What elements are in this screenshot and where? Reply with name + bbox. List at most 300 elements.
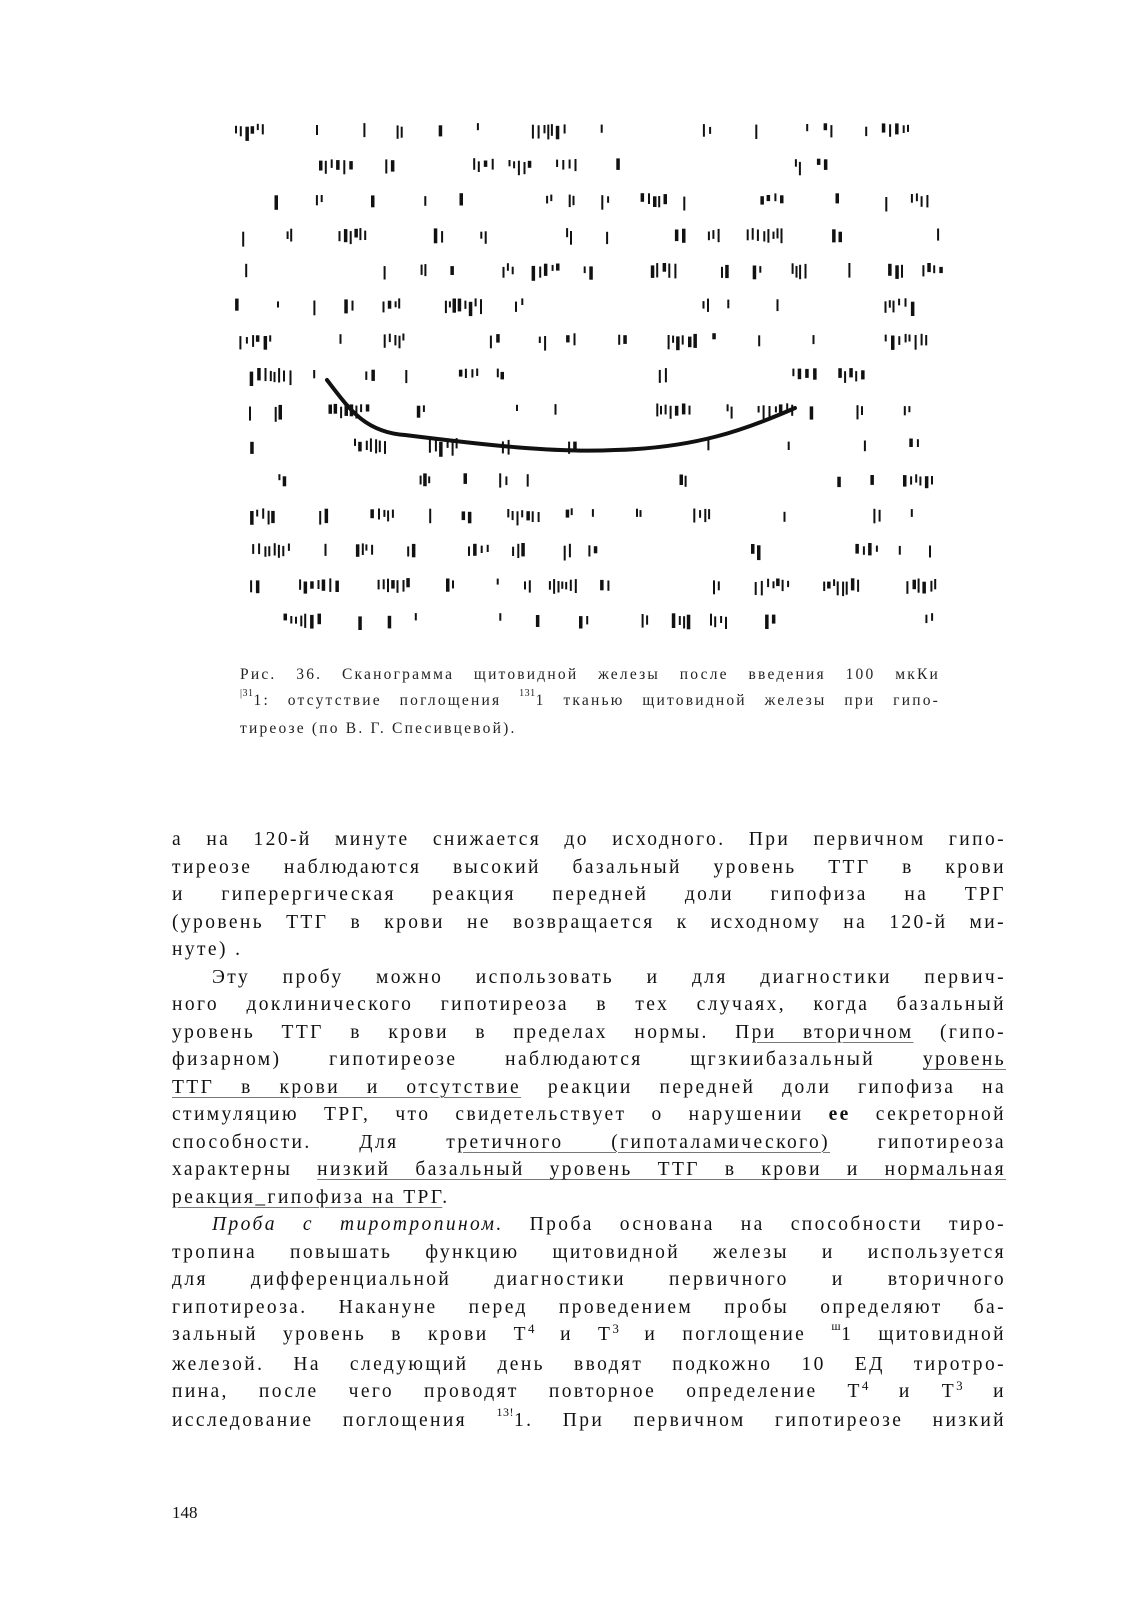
- scan-dash: [245, 127, 249, 141]
- scan-dash: [683, 616, 685, 628]
- scan-dash: [365, 371, 367, 380]
- scan-dash: [703, 301, 705, 309]
- bold-text: ее: [828, 1104, 851, 1125]
- text-line: [172, 1351, 1006, 1379]
- scan-dash: [290, 370, 292, 385]
- scan-dash: [767, 195, 771, 201]
- scan-dash: [911, 509, 913, 517]
- scan-dash: [278, 474, 280, 480]
- scan-dash: [588, 545, 590, 556]
- scan-dash: [642, 614, 644, 628]
- scan-dash: [641, 193, 645, 202]
- scan-dash: [517, 544, 519, 558]
- scan-dash: [399, 336, 401, 349]
- scan-dash: [246, 337, 248, 344]
- scan-dash: [594, 546, 598, 553]
- text-span: (уровень ТТГ в крови не возвращается к исходному на 120-й ми-: [172, 911, 1006, 933]
- scan-dash: [371, 370, 375, 381]
- caption-line: [240, 688, 940, 716]
- scan-dash: [665, 368, 667, 382]
- scan-dash: [549, 581, 551, 590]
- text-line: [172, 964, 1006, 992]
- text-line: [172, 936, 1006, 964]
- scan-dash: [388, 616, 392, 629]
- scan-dash: [473, 544, 477, 556]
- scan-dash: [774, 193, 776, 201]
- text-span: и гиперергическая реакция передней доли гипофиза на ТРГ: [172, 884, 1006, 905]
- scan-dash: [773, 581, 775, 588]
- scan-dash: [889, 300, 891, 308]
- scan-dash: [851, 578, 855, 590]
- scan-dash: [391, 580, 395, 589]
- scan-dash: [806, 124, 808, 131]
- scan-dash: [665, 405, 667, 415]
- scan-dash: [268, 546, 270, 556]
- scan-dash: [325, 509, 329, 523]
- underlined-text: низкий базальный уровень ТТГ в крови и нормальная: [317, 1159, 1006, 1180]
- scan-dash: [842, 582, 844, 597]
- scan-dash: [763, 231, 765, 241]
- scan-dash: [937, 229, 939, 241]
- scan-dash: [755, 582, 757, 595]
- scan-dash: [529, 580, 531, 592]
- scan-dash: [757, 545, 761, 560]
- scan-dash: [824, 123, 828, 130]
- scan-dash: [407, 546, 409, 556]
- scan-dash: [387, 510, 389, 521]
- text-line: [172, 1266, 1006, 1294]
- scan-dash: [693, 334, 697, 348]
- scan-dash: [278, 545, 280, 558]
- scan-dash: [917, 439, 919, 447]
- scan-dash: [364, 231, 366, 240]
- scan-dash: [805, 264, 807, 279]
- scan-dash: [653, 196, 657, 207]
- scan-dash: [517, 511, 519, 525]
- scan-dash: [763, 405, 765, 419]
- scan-dash: [429, 509, 431, 524]
- scan-dash: [708, 232, 710, 241]
- text-line: [172, 1074, 1006, 1102]
- text-span: гипотиреоза: [830, 1131, 1006, 1153]
- scan-dash: [392, 510, 394, 518]
- scan-dash: [318, 580, 320, 589]
- scan-dash: [403, 580, 405, 592]
- text-span: стимуляцию ТРГ, что свидетельствует о нарушении: [172, 1104, 829, 1125]
- scan-dash: [926, 195, 928, 207]
- scan-dash: [757, 230, 759, 241]
- scan-dash: [855, 371, 857, 381]
- scan-dash: [879, 510, 881, 522]
- scan-dash: [899, 546, 901, 555]
- scan-dash: [358, 442, 362, 452]
- scan-dash: [682, 335, 684, 344]
- scan-dash: [521, 298, 523, 305]
- scan-dash: [891, 336, 895, 350]
- scan-dash: [434, 228, 438, 243]
- scan-dash: [795, 159, 797, 167]
- figure-caption: [240, 662, 940, 742]
- text-span: и Т: [534, 1324, 613, 1345]
- scan-dash: [699, 510, 701, 518]
- scan-dash: [512, 511, 514, 520]
- scan-dash: [810, 406, 814, 419]
- scan-dash: [787, 581, 789, 587]
- scan-dash: [683, 197, 685, 211]
- text-line: [172, 1239, 1006, 1267]
- scan-dash: [417, 406, 421, 418]
- scan-dash: [675, 230, 679, 242]
- scan-dash: [492, 159, 494, 170]
- scan-dash: [274, 372, 276, 382]
- scan-dash: [566, 335, 570, 342]
- scan-dash: [676, 336, 680, 350]
- scan-dash: [544, 125, 546, 133]
- scan-dash: [718, 581, 720, 590]
- caption-text: 1: отсутствие поглощения: [253, 692, 502, 709]
- scan-dash: [905, 298, 907, 306]
- scan-dash: [316, 125, 318, 135]
- scan-dash: [277, 301, 279, 307]
- scan-dash: [503, 267, 505, 278]
- scan-dash: [532, 266, 536, 281]
- scan-dash: [484, 161, 488, 167]
- scan-dash: [397, 125, 399, 138]
- scan-dash: [907, 125, 909, 132]
- scan-dash: [555, 404, 557, 415]
- scan-dash: [848, 263, 850, 278]
- scan-dash: [513, 161, 515, 168]
- scan-dash: [788, 442, 790, 450]
- scan-dash: [370, 509, 374, 518]
- scan-dash: [378, 580, 380, 590]
- text-span: и поглощение: [619, 1324, 832, 1345]
- scan-dash: [429, 439, 431, 452]
- scan-dash: [672, 336, 674, 343]
- text-line: [172, 1101, 1006, 1129]
- scan-dash: [712, 333, 716, 339]
- text-span: гипотиреоза. Накануне перед проведением пробы определяют ба-: [172, 1296, 1006, 1318]
- scan-dash: [758, 406, 760, 413]
- text-span: и: [963, 1381, 1006, 1402]
- scan-dash: [893, 301, 895, 313]
- scan-dash: [682, 404, 686, 415]
- scan-dash: [868, 543, 872, 555]
- text-line: [172, 1378, 1006, 1407]
- scan-dash: [245, 264, 247, 277]
- scan-dash: [618, 335, 620, 345]
- scan-dash: [468, 512, 472, 524]
- scan-dash: [512, 267, 514, 275]
- scan-dash: [718, 229, 720, 242]
- text-line: [172, 1156, 1006, 1184]
- scan-dash: [460, 193, 464, 205]
- text-span: тропина повышать функцию щитовидной железы и используется: [172, 1241, 1006, 1263]
- scan-dash: [398, 298, 400, 308]
- scan-dash: [282, 546, 284, 556]
- scan-dash: [656, 404, 658, 417]
- scan-dash: [316, 195, 318, 205]
- scan-dash: [458, 299, 462, 312]
- text-line: [172, 1404, 1006, 1437]
- scan-dash: [290, 616, 292, 624]
- scan-dash: [903, 125, 905, 133]
- scanogram-figure: [225, 110, 955, 645]
- isotope-superscript: 131: [519, 688, 536, 699]
- scan-dash: [660, 406, 662, 415]
- scan-dash: [799, 265, 801, 279]
- scan-dash: [832, 229, 836, 242]
- isotope-superscript: |31: [240, 688, 254, 699]
- scan-dash: [394, 335, 396, 345]
- scan-dash: [524, 162, 526, 174]
- scan-dash: [538, 125, 540, 138]
- text-line: [172, 1211, 1006, 1239]
- scan-dash: [708, 509, 710, 519]
- text-line: [172, 826, 1006, 854]
- scan-dash: [838, 368, 842, 378]
- scan-dash: [288, 544, 290, 551]
- scan-dash: [258, 543, 260, 554]
- scan-dash: [391, 160, 395, 171]
- scan-dash: [499, 613, 501, 621]
- scan-dash: [570, 580, 572, 591]
- scan-dash: [256, 580, 260, 593]
- scan-dash: [876, 546, 878, 552]
- scan-dash: [469, 302, 473, 316]
- text-span: Эту пробу можно использовать и для диагностики первич-: [212, 966, 1006, 988]
- text-line: [172, 1046, 1006, 1074]
- scan-dash: [558, 581, 560, 593]
- scan-dash: [532, 125, 534, 139]
- scan-dash: [477, 123, 479, 130]
- scan-dash: [710, 614, 712, 626]
- scan-dash: [387, 579, 389, 592]
- underlined-text: ретичного (гипоталамического): [457, 1131, 831, 1153]
- text-span: характерны: [172, 1159, 318, 1180]
- text-line: [172, 1129, 1006, 1157]
- scan-dash: [672, 613, 676, 628]
- scan-dash: [864, 441, 866, 452]
- scan-dash: [873, 509, 875, 524]
- text-span: физарном) гипотиреозе наблюдаются щгзкиибазальный: [172, 1049, 923, 1070]
- scan-dash: [817, 159, 821, 165]
- scan-dash: [340, 334, 342, 344]
- scan-dash: [670, 406, 672, 419]
- caption-text: тиреозе (по В. Г. Спесивцевой).: [240, 720, 517, 737]
- text-line: [172, 1294, 1006, 1322]
- scan-dash: [359, 228, 361, 240]
- scan-dash: [441, 231, 443, 243]
- scan-dash: [913, 580, 917, 590]
- scan-dash: [262, 124, 264, 134]
- scan-dash: [536, 615, 540, 627]
- scan-dash: [760, 196, 764, 204]
- scan-dash: [584, 266, 586, 273]
- scan-dash: [906, 581, 908, 594]
- scan-dash: [651, 265, 655, 278]
- scan-dash: [898, 336, 900, 345]
- scan-dash: [579, 616, 583, 628]
- scan-dash: [397, 580, 399, 593]
- scan-dash: [903, 475, 907, 487]
- caption-label: Рис. 36.: [240, 666, 323, 683]
- scan-dash: [747, 229, 749, 240]
- scan-dash: [755, 125, 757, 139]
- scan-dash: [865, 127, 867, 136]
- scan-dash: [607, 581, 609, 591]
- text-span: железой. На следующий день вводят подкожно 10 ЕД тиротро-: [172, 1353, 1006, 1375]
- scan-dash: [759, 266, 761, 273]
- scan-dash: [646, 615, 648, 624]
- scan-dash: [571, 508, 573, 515]
- scan-dash: [921, 334, 923, 346]
- scan-dash: [423, 473, 427, 486]
- scan-dash: [405, 370, 407, 383]
- scan-dash: [389, 334, 391, 342]
- scan-dash: [352, 301, 354, 311]
- scan-dash: [725, 617, 727, 629]
- scan-dash: [909, 335, 911, 342]
- scan-dash: [658, 196, 660, 207]
- scan-dash: [446, 579, 450, 592]
- scan-dash: [566, 510, 570, 518]
- scan-dash: [761, 581, 763, 596]
- scan-dash: [839, 232, 843, 243]
- scan-dash: [468, 546, 470, 556]
- scan-dash: [775, 406, 777, 412]
- index-superscript: 4: [527, 1321, 535, 1336]
- scan-dash: [375, 439, 377, 453]
- scan-dash: [478, 161, 480, 172]
- scan-dash: [544, 336, 546, 351]
- text-span: и Т: [868, 1381, 957, 1402]
- caption-line: [240, 716, 940, 742]
- caption-line: [240, 662, 940, 688]
- scan-dash: [589, 266, 593, 279]
- scan-dash: [925, 476, 929, 488]
- scan-dash: [349, 161, 353, 169]
- scan-dash: [412, 544, 416, 557]
- scan-dash: [758, 335, 760, 346]
- scan-dash: [675, 406, 679, 416]
- scan-dash: [551, 124, 553, 136]
- scan-dash: [415, 613, 417, 620]
- scan-dash: [401, 127, 403, 138]
- scan-dash: [257, 124, 259, 130]
- scan-dash: [905, 334, 907, 343]
- scan-dash: [857, 405, 859, 419]
- scan-dash: [586, 616, 588, 624]
- scan-dash: [933, 265, 935, 273]
- scan-dash: [249, 407, 251, 421]
- scan-dash: [898, 299, 900, 306]
- scan-dash: [752, 228, 754, 240]
- scan-dash: [915, 335, 917, 350]
- scan-dash: [476, 369, 478, 377]
- scan-dash: [564, 546, 566, 561]
- scan-dash: [383, 510, 385, 517]
- scan-dash: [538, 512, 540, 522]
- scan-dash: [908, 406, 910, 412]
- scan-dash: [656, 263, 658, 277]
- scan-dash: [703, 124, 705, 137]
- text-line: [172, 909, 1006, 937]
- scan-dash: [564, 124, 566, 133]
- scan-dash: [911, 194, 913, 203]
- scan-dash: [384, 441, 386, 454]
- scan-dash: [250, 372, 254, 386]
- scan-dash: [487, 545, 489, 552]
- scan-dash: [264, 546, 266, 556]
- scan-dash: [720, 616, 722, 623]
- scan-dash: [370, 438, 372, 451]
- scan-dash: [313, 370, 315, 378]
- scan-dash: [539, 267, 541, 278]
- scan-dash: [257, 368, 261, 380]
- scan-dash: [528, 161, 532, 168]
- scan-dash: [406, 578, 410, 587]
- scan-dash: [526, 511, 530, 520]
- scan-dash: [365, 544, 367, 550]
- scan-dash: [922, 582, 926, 594]
- thyroid-contour-line: [327, 380, 795, 451]
- scan-dash: [792, 263, 794, 274]
- underlined-text: реакция_гипофиза на ТРГ: [172, 1186, 443, 1208]
- scan-dash: [714, 616, 716, 627]
- scan-dash: [464, 301, 466, 309]
- text-span: способности. Для т: [172, 1131, 458, 1153]
- scan-dash: [901, 265, 903, 278]
- index-superscript: 3: [612, 1321, 620, 1336]
- scan-dash: [725, 265, 729, 278]
- scan-dash: [837, 477, 841, 487]
- text-line: [172, 1019, 1006, 1047]
- scan-dash: [334, 404, 338, 414]
- scan-dash: [792, 369, 794, 377]
- scan-dash: [539, 337, 541, 343]
- scan-dash: [574, 333, 576, 345]
- scan-dash: [356, 544, 360, 557]
- scan-dash: [782, 580, 784, 591]
- scan-dash: [805, 369, 809, 378]
- scan-dash: [566, 228, 568, 237]
- scan-dash: [350, 231, 352, 244]
- scan-dash: [240, 126, 242, 136]
- scan-dash: [383, 302, 385, 313]
- scan-dash: [607, 196, 609, 203]
- underlined-text: ри вторичном: [751, 1021, 914, 1043]
- scan-dash: [707, 299, 709, 312]
- scan-dash: [384, 266, 386, 279]
- scan-dash: [270, 371, 272, 381]
- scan-dash: [823, 582, 825, 591]
- scan-dash-marks: [235, 123, 943, 630]
- scan-dash: [344, 229, 348, 242]
- scan-dash: [464, 473, 468, 484]
- text-span: Проба основана на способности тиро-: [503, 1214, 1006, 1235]
- scan-dash: [704, 509, 706, 522]
- scan-dash: [275, 195, 279, 210]
- scan-dash: [453, 299, 457, 313]
- scan-dash: [556, 126, 560, 140]
- scan-dash: [861, 406, 863, 415]
- scan-dash: [252, 544, 254, 554]
- scan-dash: [925, 335, 927, 345]
- text-span: пина, после чего проводят повторное определение Т: [172, 1381, 862, 1402]
- scan-dash: [490, 336, 492, 349]
- text-span: тиреозе наблюдаются высокий базальный уровень ТТГ в крови: [172, 856, 1006, 878]
